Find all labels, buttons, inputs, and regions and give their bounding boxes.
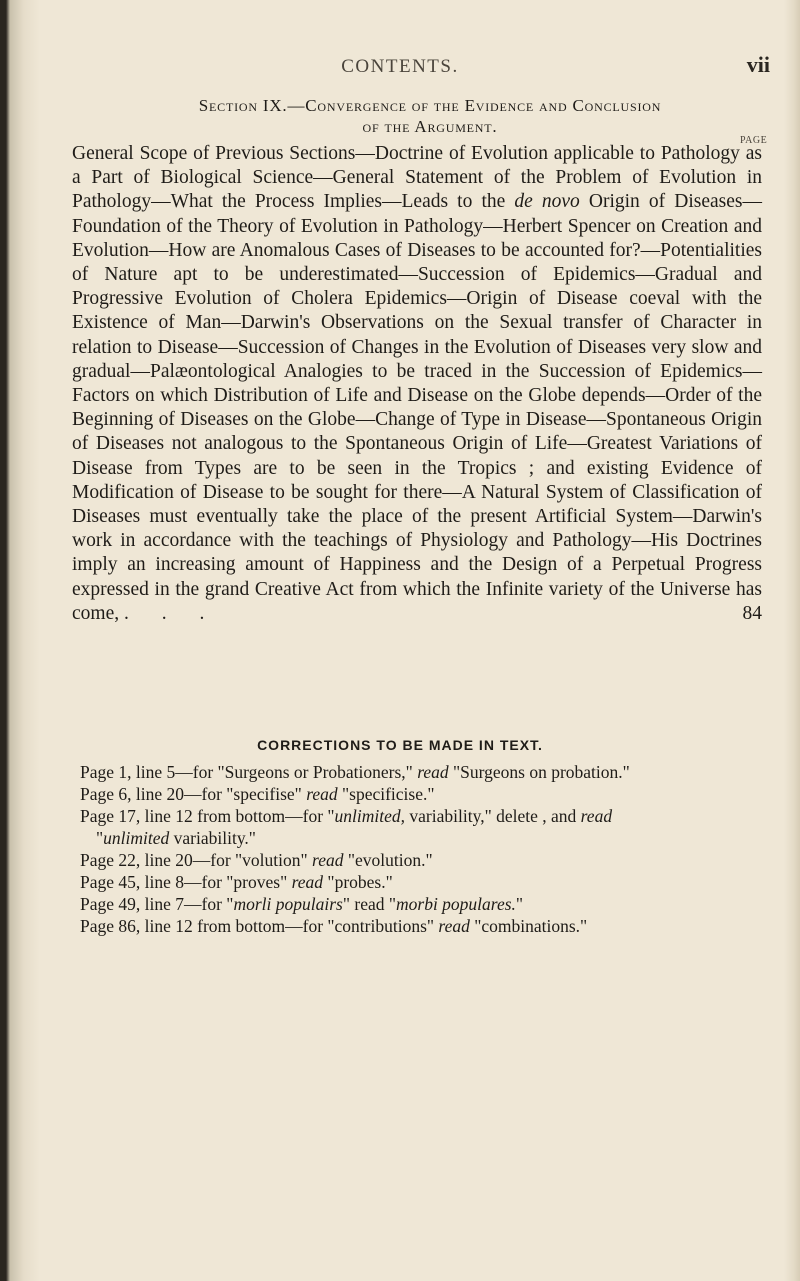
correction-item [80,915,770,937]
correction-item [80,893,770,915]
correction-item [80,805,770,827]
page-header [0,52,800,80]
correction-text: Page 45, line 8—for "proves" [80,872,292,892]
correction-text: "probes." [323,872,393,892]
correction-item [80,783,770,805]
correction-text: Page 1, line 5—for "Surgeons or Probationers," [80,762,418,782]
correction-text: Page 49, line 7—for " [80,894,234,914]
correction-text: "specificise." [337,784,435,804]
correction-text: variability." [169,828,256,848]
section-synopsis [72,142,762,626]
correction-text: "combinations." [469,916,588,936]
correction-item [80,871,770,893]
synopsis-page-ref: 84 [742,602,762,624]
correction-italic: read [417,762,449,782]
correction-text: variability," delete , and [405,806,581,826]
correction-italic: read [312,850,344,870]
correction-italic: read [438,916,470,936]
correction-italic: unlimited [103,828,170,848]
correction-item [80,761,770,783]
correction-item [80,849,770,871]
correction-text: Page 6, line 20—for "specifise" [80,784,307,804]
corrections-title: CORRECTIONS TO BE MADE IN TEXT. [257,737,543,753]
correction-italic: morbi populares. [396,894,516,914]
correction-text: " [96,828,104,848]
correction-text: " [515,894,524,914]
running-head: CONTENTS. [341,56,459,77]
correction-item-continuation [80,827,770,849]
correction-italic: read [291,872,324,892]
corrections-list [80,761,770,937]
correction-text: Page 17, line 12 from bottom—for " [80,806,335,826]
correction-text: " read " [342,894,396,914]
correction-text: "Surgeons on probation." [448,762,630,782]
correction-italic: unlimited, [334,806,406,826]
correction-text: "evolution." [343,850,433,870]
section-heading [110,95,750,137]
page-number: vii [746,52,770,77]
page-column-label: PAGE [740,135,768,146]
correction-italic: read [580,806,613,826]
page-right-edge [784,0,800,1281]
correction-italic: read [306,784,338,804]
page-binding-edge [0,0,40,1281]
correction-text: Page 86, line 12 from bottom—for "contributions" [80,916,439,936]
dot-leader: . . . [123,602,219,624]
synopsis-italic-de-novo: de novo [514,191,580,213]
synopsis-text-2: Origin of Diseases—Foundation of the Theory of Evolution in Pathology—Herbert Spencer on Creation and Evolution—How are Anomalous Cases of Diseases to be accounted for?—Potentialities of Nature apt to be underestimated—Succession of Epidemics—Gradual and Progressive Evolution of Cholera Epidemics—Origin of Disease coeval with the Existence of Man—Darwin's Observations on the Sexual transfer of Character in relation to Disease—Succession of Changes in the Evolution of Diseases very slow and gradual—Palæontological Analogies to be traced in the Succession of Epidemics—Factors on which Distribution of Life and Disease on the Globe depends—Order of the Beginning of Diseases on the Globe—Change of Type in Disease—Spontaneous Origin of Diseases not analogous to the Spontaneous Origin of Life—Greatest Variations of Disease from Types are to be seen in the Tropics ; and existing Evidence of Modification of Disease to be sought for there—A Natural System of Classification of Diseases must eventually take the place of the present Artificial System—Darwin's work in accordance with the teachings of Physiology and Pathology—His Doctrines imply an increasing amount of Happiness and the Design of a Perpetual Progress expressed in the grand Creative Act from which the Infinite variety of the Universe has come, [72,191,762,624]
section-heading-line2: of the Argument. [362,117,498,136]
section-heading-line1: Section IX.—Convergence of the Evidence and Conclusion [198,96,662,115]
correction-text: Page 22, line 20—for "volution" [80,850,313,870]
correction-italic: morli populairs [233,894,343,914]
synopsis-text-1: General Scope of Previous Sections—Doctrine of Evolution applicable to Pathology as a Part of Biological Science—General Statement of the Problem of Evolution in Pathology—What the Process Implies—Leads to the [72,143,762,213]
